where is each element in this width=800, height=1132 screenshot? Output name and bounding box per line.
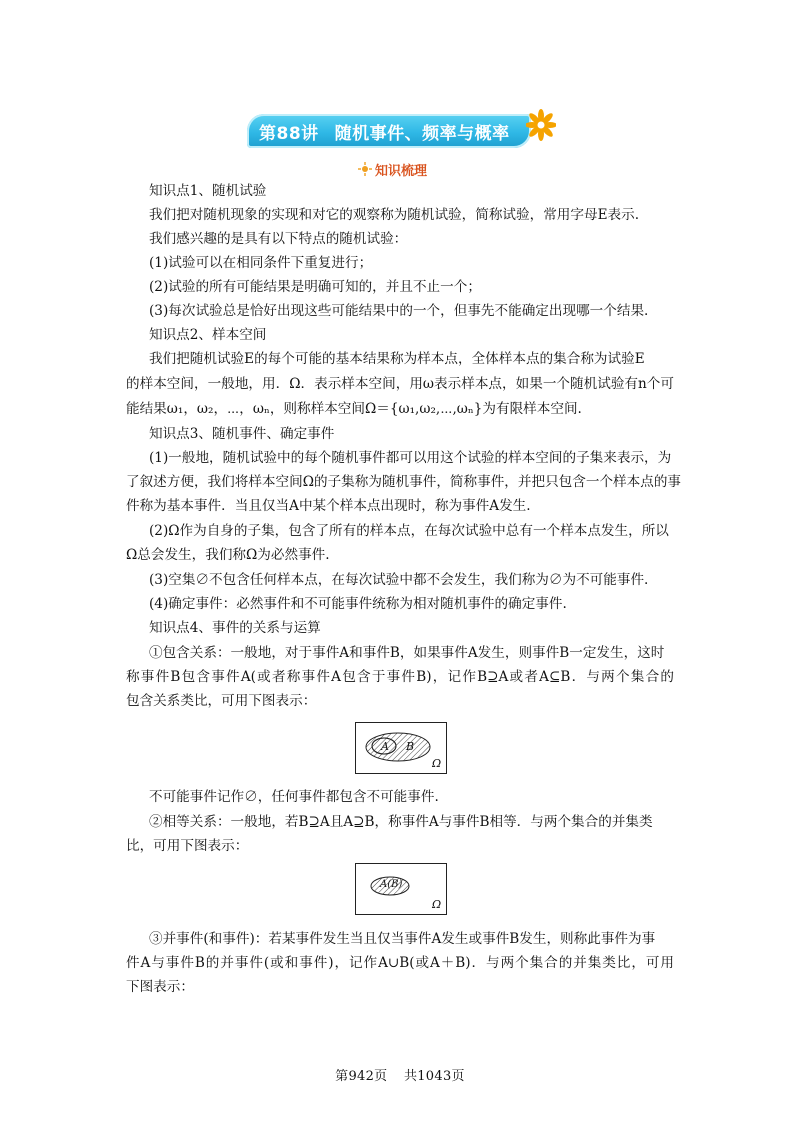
text-line: 件A与事件B的并事件(或和事件)，记作A∪B(或A＋B)．与两个集合的并集类比，可用 xyxy=(126,955,674,971)
text-line: Ω总会发生，我们称Ω为必然事件. xyxy=(126,547,330,563)
page-footer xyxy=(0,1065,800,1084)
text-line: ③并事件(和事件)：若某事件发生当且仅当事件A发生或事件B发生，则称此事件为事 xyxy=(149,931,656,947)
page-number: 第942页 xyxy=(335,1069,388,1084)
text-line: 件称为基本事件．当且仅当A中某个样本点出现时，称为事件A发生. xyxy=(126,498,531,514)
text-line: (3)空集∅不包含任何样本点，在每次试验中都不会发生，我们称为∅为不可能事件. xyxy=(149,572,649,588)
text-line: (3)每次试验总是恰好出现这些可能结果中的一个，但事先不能确定出现哪一个结果. xyxy=(149,303,649,319)
sun-icon xyxy=(358,162,372,176)
text-line: 比，可用下图表示： xyxy=(126,838,249,854)
text-line: 我们感兴趣的是具有以下特点的随机试验： xyxy=(149,231,408,247)
title-banner xyxy=(247,114,531,148)
set-b-label: B xyxy=(406,740,415,753)
set-a-label: A xyxy=(381,740,389,753)
text-line: (1)一般地，随机试验中的每个随机事件都可以用这个试验的样本空间的子集来表示，为 xyxy=(149,450,672,466)
venn-diagram-equality xyxy=(355,863,447,915)
section-title: 知识梳理 xyxy=(375,163,428,179)
text-line: 包含关系类比，可用下图表示： xyxy=(126,693,317,709)
set-ab-label: A(B) xyxy=(380,879,403,890)
text-line: (4)确定事件：必然事件和不可能事件统称为相对随机事件的确定事件. xyxy=(149,596,567,612)
text-line: 下图表示： xyxy=(126,979,194,995)
heading-knowledge-point-3: 知识点3、随机事件、确定事件 xyxy=(149,426,335,442)
omega-label: Ω xyxy=(432,757,442,770)
text-line: ②相等关系：一般地，若B⊇A且A⊇B，称事件A与事件B相等．与两个集合的并集类 xyxy=(149,814,653,830)
heading-knowledge-point-1: 知识点1、随机试验 xyxy=(149,183,267,199)
text-line: 我们把对随机现象的实现和对它的观察称为随机试验，简称试验，常用字母E表示. xyxy=(149,207,640,223)
flower-icon xyxy=(526,108,556,142)
text-line: (2)试验的所有可能结果是明确可知的，并且不止一个； xyxy=(149,279,481,295)
page-title: 随机事件、频率与概率 xyxy=(334,123,510,144)
text-line: ①包含关系：一般地，对于事件A和事件B，如果事件A发生，则事件B一定发生，这时 xyxy=(149,645,665,661)
text-line: 称事件B包含事件A(或者称事件A包含于事件B)，记作B⊇A或者A⊆B．与两个集合的 xyxy=(126,669,674,685)
text-line: (1)试验可以在相同条件下重复进行； xyxy=(149,255,373,271)
page-total: 共1043页 xyxy=(403,1069,465,1084)
text-line: 能结果ω₁，ω₂，⋯，ωₙ，则称样本空间Ω＝{ω₁,ω₂,⋯,ωₙ}为有限样本空间. xyxy=(126,401,582,417)
text-line: 的样本空间，一般地，用．Ω．表示样本空间，用ω表示样本点，如果一个随机试验有n个可 xyxy=(126,376,674,392)
text-line: 了叙述方便，我们将样本空间Ω的子集称为随机事件，简称事件，并把只包含一个样本点的事 xyxy=(126,474,682,490)
text-line: 我们把随机试验E的每个可能的基本结果称为样本点，全体样本点的集合称为试验E xyxy=(149,351,645,367)
venn-diagram-inclusion xyxy=(355,722,447,774)
section-header xyxy=(358,160,427,178)
text-line: 不可能事件记作∅，任何事件都包含不可能事件. xyxy=(149,789,439,805)
text-line: (2)Ω作为自身的子集，包含了所有的样本点，在每次试验中总有一个样本点发生，所以 xyxy=(149,523,669,539)
heading-knowledge-point-4: 知识点4、事件的关系与运算 xyxy=(149,620,321,636)
omega-label: Ω xyxy=(432,898,442,911)
lecture-number: 第88讲 xyxy=(259,123,319,144)
heading-knowledge-point-2: 知识点2、样本空间 xyxy=(149,327,267,343)
